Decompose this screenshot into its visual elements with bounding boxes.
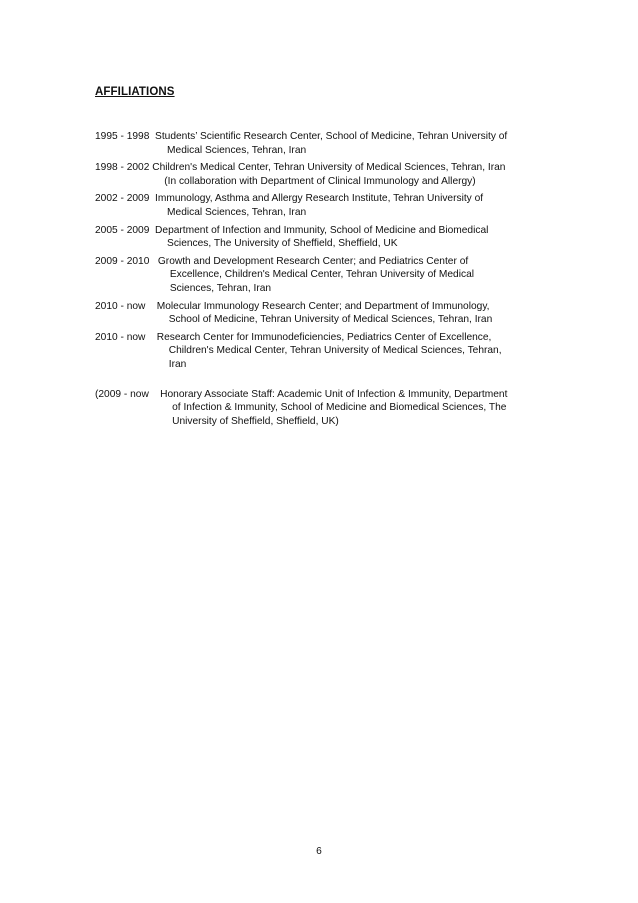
affiliation-line: Medical Sciences, Tehran, Iran <box>167 206 307 218</box>
affiliation-description <box>155 130 555 157</box>
affiliation-years: 1998 - 2002 <box>95 162 153 174</box>
affiliation-description <box>160 388 555 429</box>
affiliation-description <box>158 255 555 296</box>
affiliation-line: Medical Sciences, Tehran, Iran <box>167 144 307 156</box>
affiliation-line: Children's Medical Center, Tehran University of Medical Sciences, Tehran, Iran <box>152 162 506 174</box>
affiliation-years: 2005 - 2009 <box>95 224 156 236</box>
affiliation-line: Growth and Development Research Center; and Pediatrics Center of <box>157 255 469 267</box>
affiliation-line: Excellence, Children's Medical Center, Tehran University of Medical <box>169 269 474 281</box>
affiliation-line: Iran <box>168 358 187 370</box>
affiliation-line: Immunology, Asthma and Allergy Research Institute, Tehran University of <box>155 193 484 205</box>
affiliation-line: of Infection & Immunity, School of Medicine and Biomedical Sciences, The <box>172 402 507 414</box>
affiliation-line: Sciences, The University of Sheffield, Sheffield, UK <box>167 238 398 250</box>
affiliation-line: Students’ Scientific Research Center, School of Medicine, Tehran University of <box>155 131 508 142</box>
affiliation-line: Molecular Immunology Research Center; and Department of Immunology, <box>156 300 490 312</box>
affiliation-entry <box>95 300 555 327</box>
affiliation-description <box>155 192 555 219</box>
affiliation-years: 2010 - now <box>95 300 157 312</box>
affiliation-line: University of Sheffield, Sheffield, UK) <box>172 415 339 427</box>
affiliation-entry <box>95 255 555 296</box>
affiliation-line: Research Center for Immunodeficiencies, Pediatrics Center of Excellence, <box>156 331 492 343</box>
affiliation-line: Children's Medical Center, Tehran University of Medical Sciences, Tehran, <box>168 345 502 357</box>
affiliation-entry <box>95 388 555 429</box>
affiliation-line: School of Medicine, Tehran University of Medical Sciences, Tehran, Iran <box>168 314 493 326</box>
affiliation-description <box>157 300 555 327</box>
affiliation-years: 2010 - now <box>95 331 157 343</box>
affiliation-years: 1995 - 1998 <box>95 131 156 142</box>
affiliation-line: Sciences, Tehran, Iran <box>169 282 272 294</box>
affiliation-entry <box>95 161 555 188</box>
affiliations-list <box>95 130 555 432</box>
affiliation-line: (In collaboration with Department of Clinical Immunology and Allergy) <box>164 175 476 187</box>
affiliation-description <box>155 224 555 251</box>
affiliation-entry <box>95 192 555 219</box>
affiliation-description <box>157 331 555 372</box>
affiliation-entry <box>95 331 555 372</box>
page-number: 6 <box>316 846 322 857</box>
affiliation-entry <box>95 130 555 157</box>
affiliation-years: (2009 - now <box>95 388 161 400</box>
affiliation-years: 2009 - 2010 <box>95 255 158 267</box>
affiliation-description <box>152 161 555 188</box>
affiliation-line: Department of Infection and Immunity, School of Medicine and Biomedical <box>155 224 489 236</box>
section-heading: AFFILIATIONS <box>95 86 175 98</box>
affiliation-entry <box>95 224 555 251</box>
affiliation-line: Honorary Associate Staff: Academic Unit of Infection & Immunity, Department <box>160 388 508 400</box>
affiliation-years: 2002 - 2009 <box>95 193 156 205</box>
